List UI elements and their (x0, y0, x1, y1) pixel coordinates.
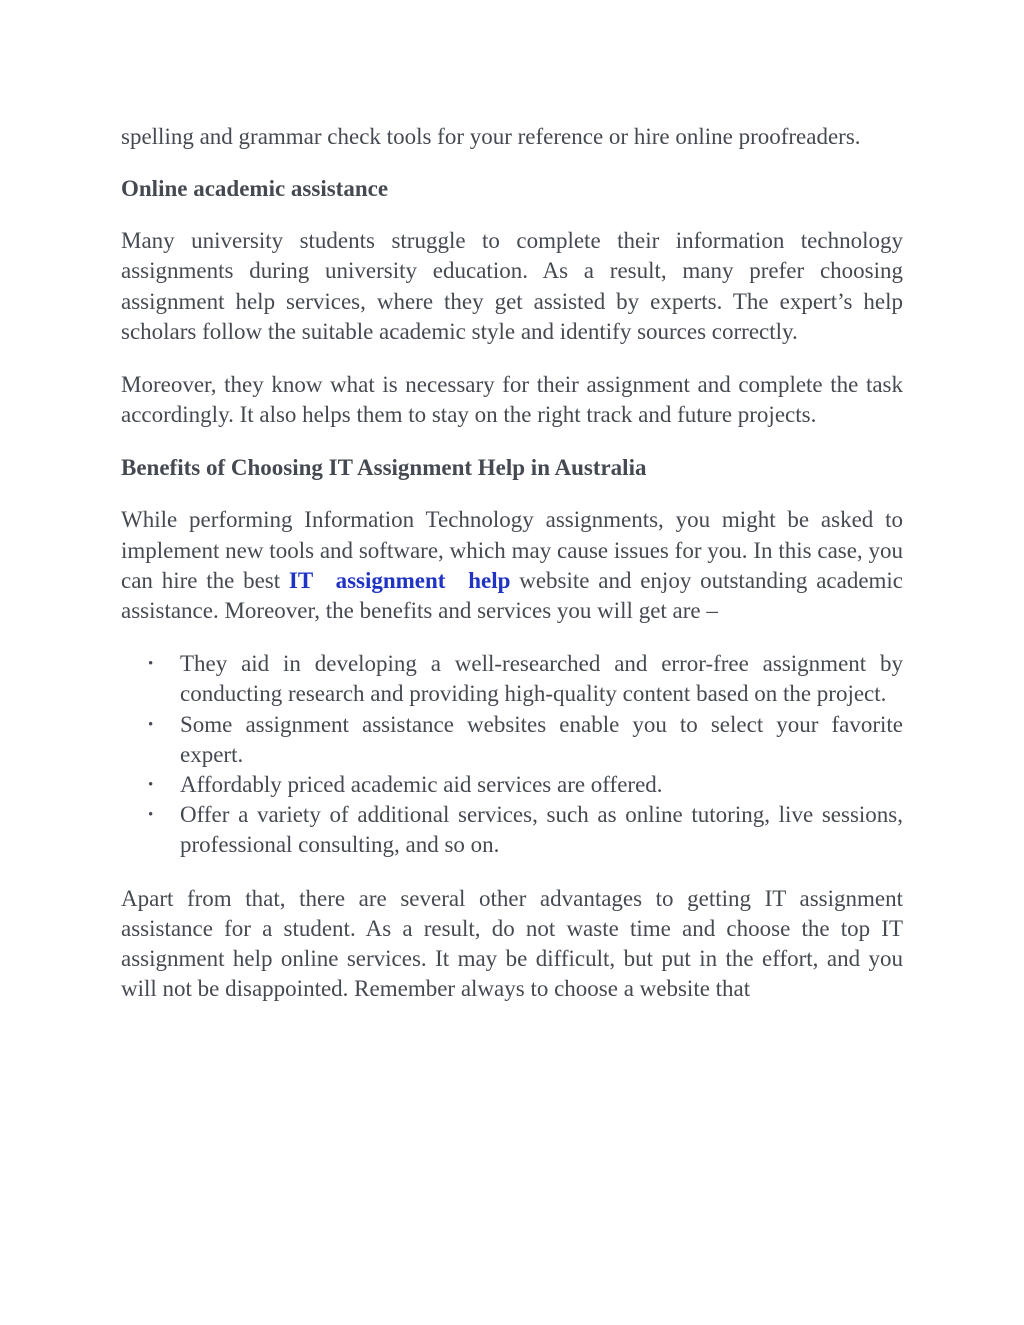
list-item (148, 800, 903, 860)
bullet-icon: • (148, 716, 154, 733)
section-heading-online-assistance: Online academic assistance (121, 176, 389, 202)
bullet-icon: • (148, 807, 154, 824)
section-heading-benefits: Benefits of Choosing IT Assignment Help in Australia (121, 455, 647, 481)
document-page (121, 122, 903, 1004)
paragraph-text-before-link: While performing Information Technology assignments, you might be asked to implement new tools and software, which may cause issues for you. In this case, you can hire the best (121, 507, 903, 593)
bullet-icon: • (148, 656, 154, 673)
list-item-text: They aid in developing a well-researched and error-free assignment by conducting research and providing high-quality content based on the project. (180, 651, 903, 707)
list-item-text: Affordably priced academic aid services are offered. (180, 772, 663, 798)
paragraph-university-students: Many university students struggle to complete their information technology assignments during university education. As a result, many prefer choosing assignment help services, where they get assisted by experts. The expert’s help scholars follow the suitable academic style and identify sources correctly. (121, 228, 903, 344)
intro-paragraph: spelling and grammar check tools for your reference or hire online proofreaders. (121, 124, 861, 149)
list-item-text: Offer a variety of additional services, such as online tutoring, live sessions, professional consulting, and so on. (180, 802, 903, 858)
list-item (148, 770, 903, 800)
list-item (148, 649, 903, 709)
paragraph-it-assignments (121, 505, 903, 626)
benefits-list (121, 649, 903, 860)
list-item-text: Some assignment assistance websites enable you to select your favorite expert. (180, 711, 903, 767)
paragraph-text-after-link: website and enjoy outstanding academic assistance. Moreover, the benefits and services you will get are – (121, 567, 904, 624)
it-assignment-help-link[interactable]: IT assignment help (288, 567, 511, 593)
closing-paragraph: Apart from that, there are several other advantages to getting IT assignment assistance for a student. As a result, do not waste time and choose the top IT assignment help online services. It may be difficult, but put in the effort, and you will not be disappointed. Remember always to choose a website that (121, 885, 903, 1002)
list-item (148, 710, 903, 770)
paragraph-moreover: Moreover, they know what is necessary for their assignment and complete the task accordingly. It also helps them to stay on the right track and future projects. (121, 372, 903, 428)
bullet-icon: • (148, 777, 154, 794)
